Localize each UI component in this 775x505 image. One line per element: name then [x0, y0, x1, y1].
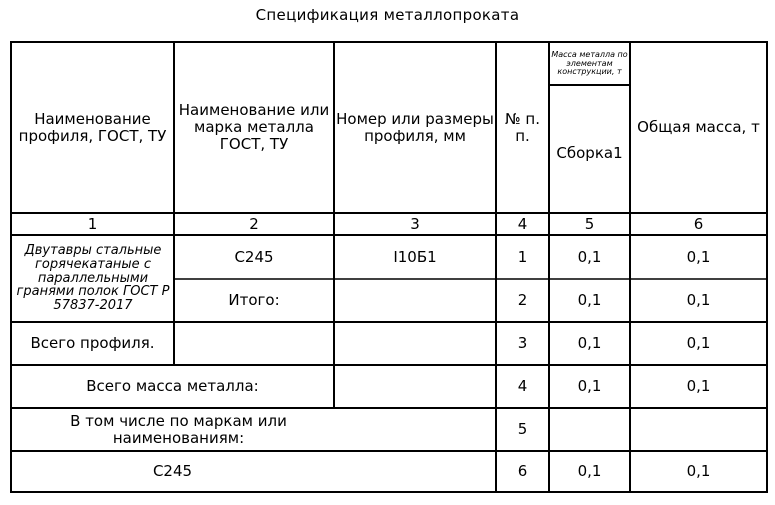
row1-number: 1	[517, 247, 528, 266]
row5-label: В том числе по маркам или наименованиям:	[70, 411, 287, 447]
header-profile-name: Наименование профиля, ГОСТ, ТУ	[18, 109, 167, 145]
header-profile-size: Номер или размеры профиля, мм	[336, 109, 494, 145]
column-number: 1	[87, 214, 98, 233]
column-number: 5	[584, 214, 595, 233]
row6-total: 0,1	[686, 462, 711, 481]
row1-size: І10Б1	[393, 247, 437, 266]
row3-label: Всего профиля.	[30, 334, 155, 353]
row4-label: Всего масса металла:	[86, 377, 259, 396]
profile-name-cell: Двутавры стальные горячекатаные с параллельными гранями полок ГОСТ Р 57837-2017	[16, 243, 170, 313]
row4-number: 4	[517, 377, 528, 396]
row4-mass: 0,1	[577, 377, 602, 396]
row6-number: 6	[517, 462, 528, 481]
row4-total: 0,1	[686, 377, 711, 396]
row2-number: 2	[517, 291, 528, 310]
row2-label: Итого:	[228, 291, 280, 310]
header-assembly-1: Сборка1	[556, 143, 623, 162]
header-mass-by-elements: Масса металла по элементам конструкции, т	[551, 50, 628, 77]
row3-mass: 0,1	[577, 334, 602, 353]
row2-total: 0,1	[686, 291, 711, 310]
header-metal-grade: Наименование или марка металла ГОСТ, ТУ	[178, 101, 330, 153]
header-row-number: № п. п.	[505, 109, 540, 145]
column-number: 2	[249, 214, 259, 233]
row1-total: 0,1	[686, 247, 711, 266]
row6-label: С245	[152, 462, 193, 481]
document-title: Спецификация металлопроката	[255, 6, 520, 24]
row6-mass: 0,1	[577, 462, 602, 481]
row1-grade: С245	[234, 247, 274, 266]
header-total-mass: Общая масса, т	[637, 118, 760, 137]
row2-mass: 0,1	[577, 291, 602, 310]
row3-total: 0,1	[686, 334, 711, 353]
row5-number: 5	[517, 420, 528, 439]
column-number: 3	[410, 214, 420, 233]
column-number: 6	[693, 214, 704, 233]
column-number: 4	[517, 214, 528, 233]
row1-mass: 0,1	[577, 247, 602, 266]
row3-number: 3	[517, 334, 528, 353]
